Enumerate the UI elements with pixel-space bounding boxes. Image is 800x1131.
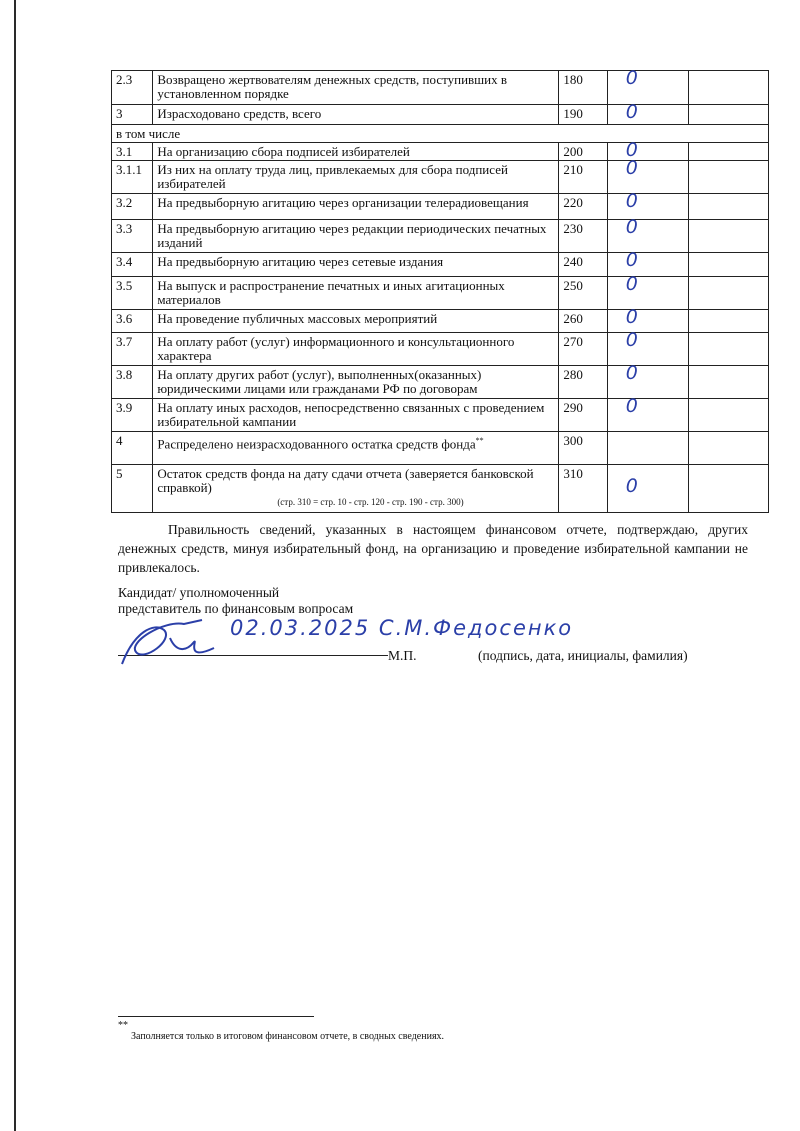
footnote-text: Заполняется только в итоговом финансовом отчете, в сводных сведениях. <box>131 1031 445 1042</box>
table-row <box>112 105 769 125</box>
row-amount <box>607 139 689 161</box>
row-notes <box>689 161 769 194</box>
row-notes <box>689 143 769 161</box>
handwritten-amount: 0 <box>625 249 638 271</box>
row-description-text: Из них на оплату труда лиц, привлекаемых для сбора подписей избирателей <box>157 162 508 191</box>
row-description <box>153 465 559 513</box>
handwritten-amount: 0 <box>625 362 638 384</box>
row-description <box>153 399 559 432</box>
row-number: 3.3 <box>112 220 153 253</box>
handwritten-amount: 0 <box>625 157 638 179</box>
row-code: 250 <box>559 277 607 310</box>
row-amount <box>607 67 689 105</box>
row-code: 290 <box>559 399 607 432</box>
footnote-reference: ** <box>475 436 484 445</box>
footnote-mark: ** <box>118 1020 128 1031</box>
handwritten-amount: 0 <box>625 101 638 123</box>
table-row <box>112 432 769 465</box>
handwritten-amount: 0 <box>625 216 638 238</box>
row-code: 180 <box>559 71 607 105</box>
handwritten-amount: 0 <box>625 190 638 212</box>
row-notes <box>689 465 769 513</box>
row-description <box>153 366 559 399</box>
row-description-text: На предвыборную агитацию через организации телерадиовещания <box>157 195 529 210</box>
row-description <box>153 194 559 220</box>
row-description-text: На оплату других работ (услуг), выполненных(оказанных) юридическими лицами или гражданами РФ по договорам <box>157 367 482 396</box>
table-row <box>112 333 769 366</box>
section-label: в том числе <box>112 125 769 143</box>
row-description-text: На проведение публичных массовых мероприятий <box>157 311 438 326</box>
handwritten-amount: 0 <box>625 329 638 351</box>
row-description <box>153 253 559 277</box>
table-row <box>112 71 769 105</box>
row-description-text: На организацию сбора подписей избирателей <box>157 144 410 159</box>
scan-edge <box>14 0 16 1131</box>
table-row <box>112 366 769 399</box>
row-code: 190 <box>559 105 607 125</box>
handwritten-signature <box>114 612 224 672</box>
row-number: 3.8 <box>112 366 153 399</box>
row-notes <box>689 194 769 220</box>
row-description-text: Израсходовано средств, всего <box>157 106 322 121</box>
row-code: 310 <box>559 465 607 513</box>
table-row <box>112 125 769 143</box>
confirmation-paragraph: Правильность сведений, указанных в настоящем финансовом отчете, подтверждаю, других денежных средств, минуя избирательный фонд, на организацию и проведение избирательной кампании не привлекалось. <box>118 522 748 575</box>
row-number: 2.3 <box>112 71 153 105</box>
row-description-text: На предвыборную агитацию через редакции периодических печатных изданий <box>157 221 547 250</box>
row-code: 270 <box>559 333 607 366</box>
row-number: 3.6 <box>112 310 153 333</box>
row-description-text: На оплату иных расходов, непосредственно связанных с проведением избирательной кампании <box>157 400 545 429</box>
row-description <box>153 105 559 125</box>
row-description-text: Распределено неизрасходованного остатка средств фонда <box>157 436 476 452</box>
row-number: 3.4 <box>112 253 153 277</box>
row-number: 3.5 <box>112 277 153 310</box>
row-amount <box>607 190 689 220</box>
row-notes <box>689 333 769 366</box>
signature-caption: (подпись, дата, инициалы, фамилия) <box>478 648 688 663</box>
row-number: 3.2 <box>112 194 153 220</box>
handwritten-amount: 0 <box>625 475 638 497</box>
row-description-text: На выпуск и распространение печатных и иных агитационных материалов <box>157 278 505 307</box>
candidate-label-line1: Кандидат/ уполномоченный <box>118 585 280 600</box>
row-description <box>153 432 559 465</box>
row-code: 280 <box>559 366 607 399</box>
table-row <box>112 220 769 253</box>
row-notes <box>689 220 769 253</box>
table-row <box>112 465 769 513</box>
row-description-text: На предвыборную агитацию через сетевые издания <box>157 254 444 269</box>
row-notes <box>689 105 769 125</box>
row-amount <box>607 465 689 513</box>
handwritten-amount: 0 <box>625 395 638 417</box>
row-amount <box>607 329 689 366</box>
table-row <box>112 194 769 220</box>
row-description <box>153 71 559 105</box>
row-amount <box>607 249 689 277</box>
handwritten-amount: 0 <box>625 139 638 161</box>
row-description <box>153 333 559 366</box>
signature-date-name: 02.03.2025 С.М.Федосенко <box>230 616 574 640</box>
row-code: 260 <box>559 310 607 333</box>
row-description-text: На оплату работ (услуг) информационного и консультационного характера <box>157 334 515 363</box>
row-amount <box>607 395 689 432</box>
handwritten-amount: 0 <box>625 273 638 295</box>
row-amount <box>607 362 689 399</box>
financial-report-table <box>111 67 769 513</box>
row-description <box>153 143 559 161</box>
row-number: 3.1.1 <box>112 161 153 194</box>
row-description-text: Возвращено жертвователям денежных средств, поступивших в установленном порядке <box>157 72 508 101</box>
row-description <box>153 310 559 333</box>
row-number: 5 <box>112 465 153 513</box>
row-number: 3.1 <box>112 143 153 161</box>
row-amount <box>607 216 689 253</box>
row-code: 220 <box>559 194 607 220</box>
stamp-placeholder: М.П. <box>388 648 417 663</box>
table-row <box>112 399 769 432</box>
candidate-label-line2: представитель по финансовым вопросам <box>118 601 354 616</box>
row-amount <box>607 432 689 465</box>
row-code: 230 <box>559 220 607 253</box>
row-code: 240 <box>559 253 607 277</box>
row-code: 300 <box>559 432 607 465</box>
row-amount <box>607 157 689 194</box>
row-number: 3.9 <box>112 399 153 432</box>
table-row <box>112 310 769 333</box>
row-description <box>153 220 559 253</box>
row-amount <box>607 273 689 310</box>
handwritten-amount: 0 <box>625 306 638 328</box>
row-number: 4 <box>112 432 153 465</box>
row-description <box>153 277 559 310</box>
row-amount <box>607 306 689 333</box>
row-description <box>153 161 559 194</box>
row-notes <box>689 253 769 277</box>
table-row <box>112 143 769 161</box>
row-notes <box>689 399 769 432</box>
row-code: 200 <box>559 143 607 161</box>
table-row <box>112 161 769 194</box>
footnote-separator <box>118 1016 314 1017</box>
handwritten-amount: 0 <box>625 67 638 89</box>
table-row <box>112 277 769 310</box>
table-row <box>112 253 769 277</box>
row-formula-note: (стр. 310 = стр. 10 - стр. 120 - стр. 190 - стр. 300) <box>277 497 464 507</box>
row-number: 3.7 <box>112 333 153 366</box>
row-amount <box>607 101 689 125</box>
row-notes <box>689 277 769 310</box>
row-description-text: Остаток средств фонда на дату сдачи отчета (заверяется банковской справкой) <box>157 466 534 495</box>
row-notes <box>689 366 769 399</box>
row-code: 210 <box>559 161 607 194</box>
row-notes <box>689 71 769 105</box>
row-notes <box>689 310 769 333</box>
row-notes <box>689 432 769 465</box>
row-number: 3 <box>112 105 153 125</box>
